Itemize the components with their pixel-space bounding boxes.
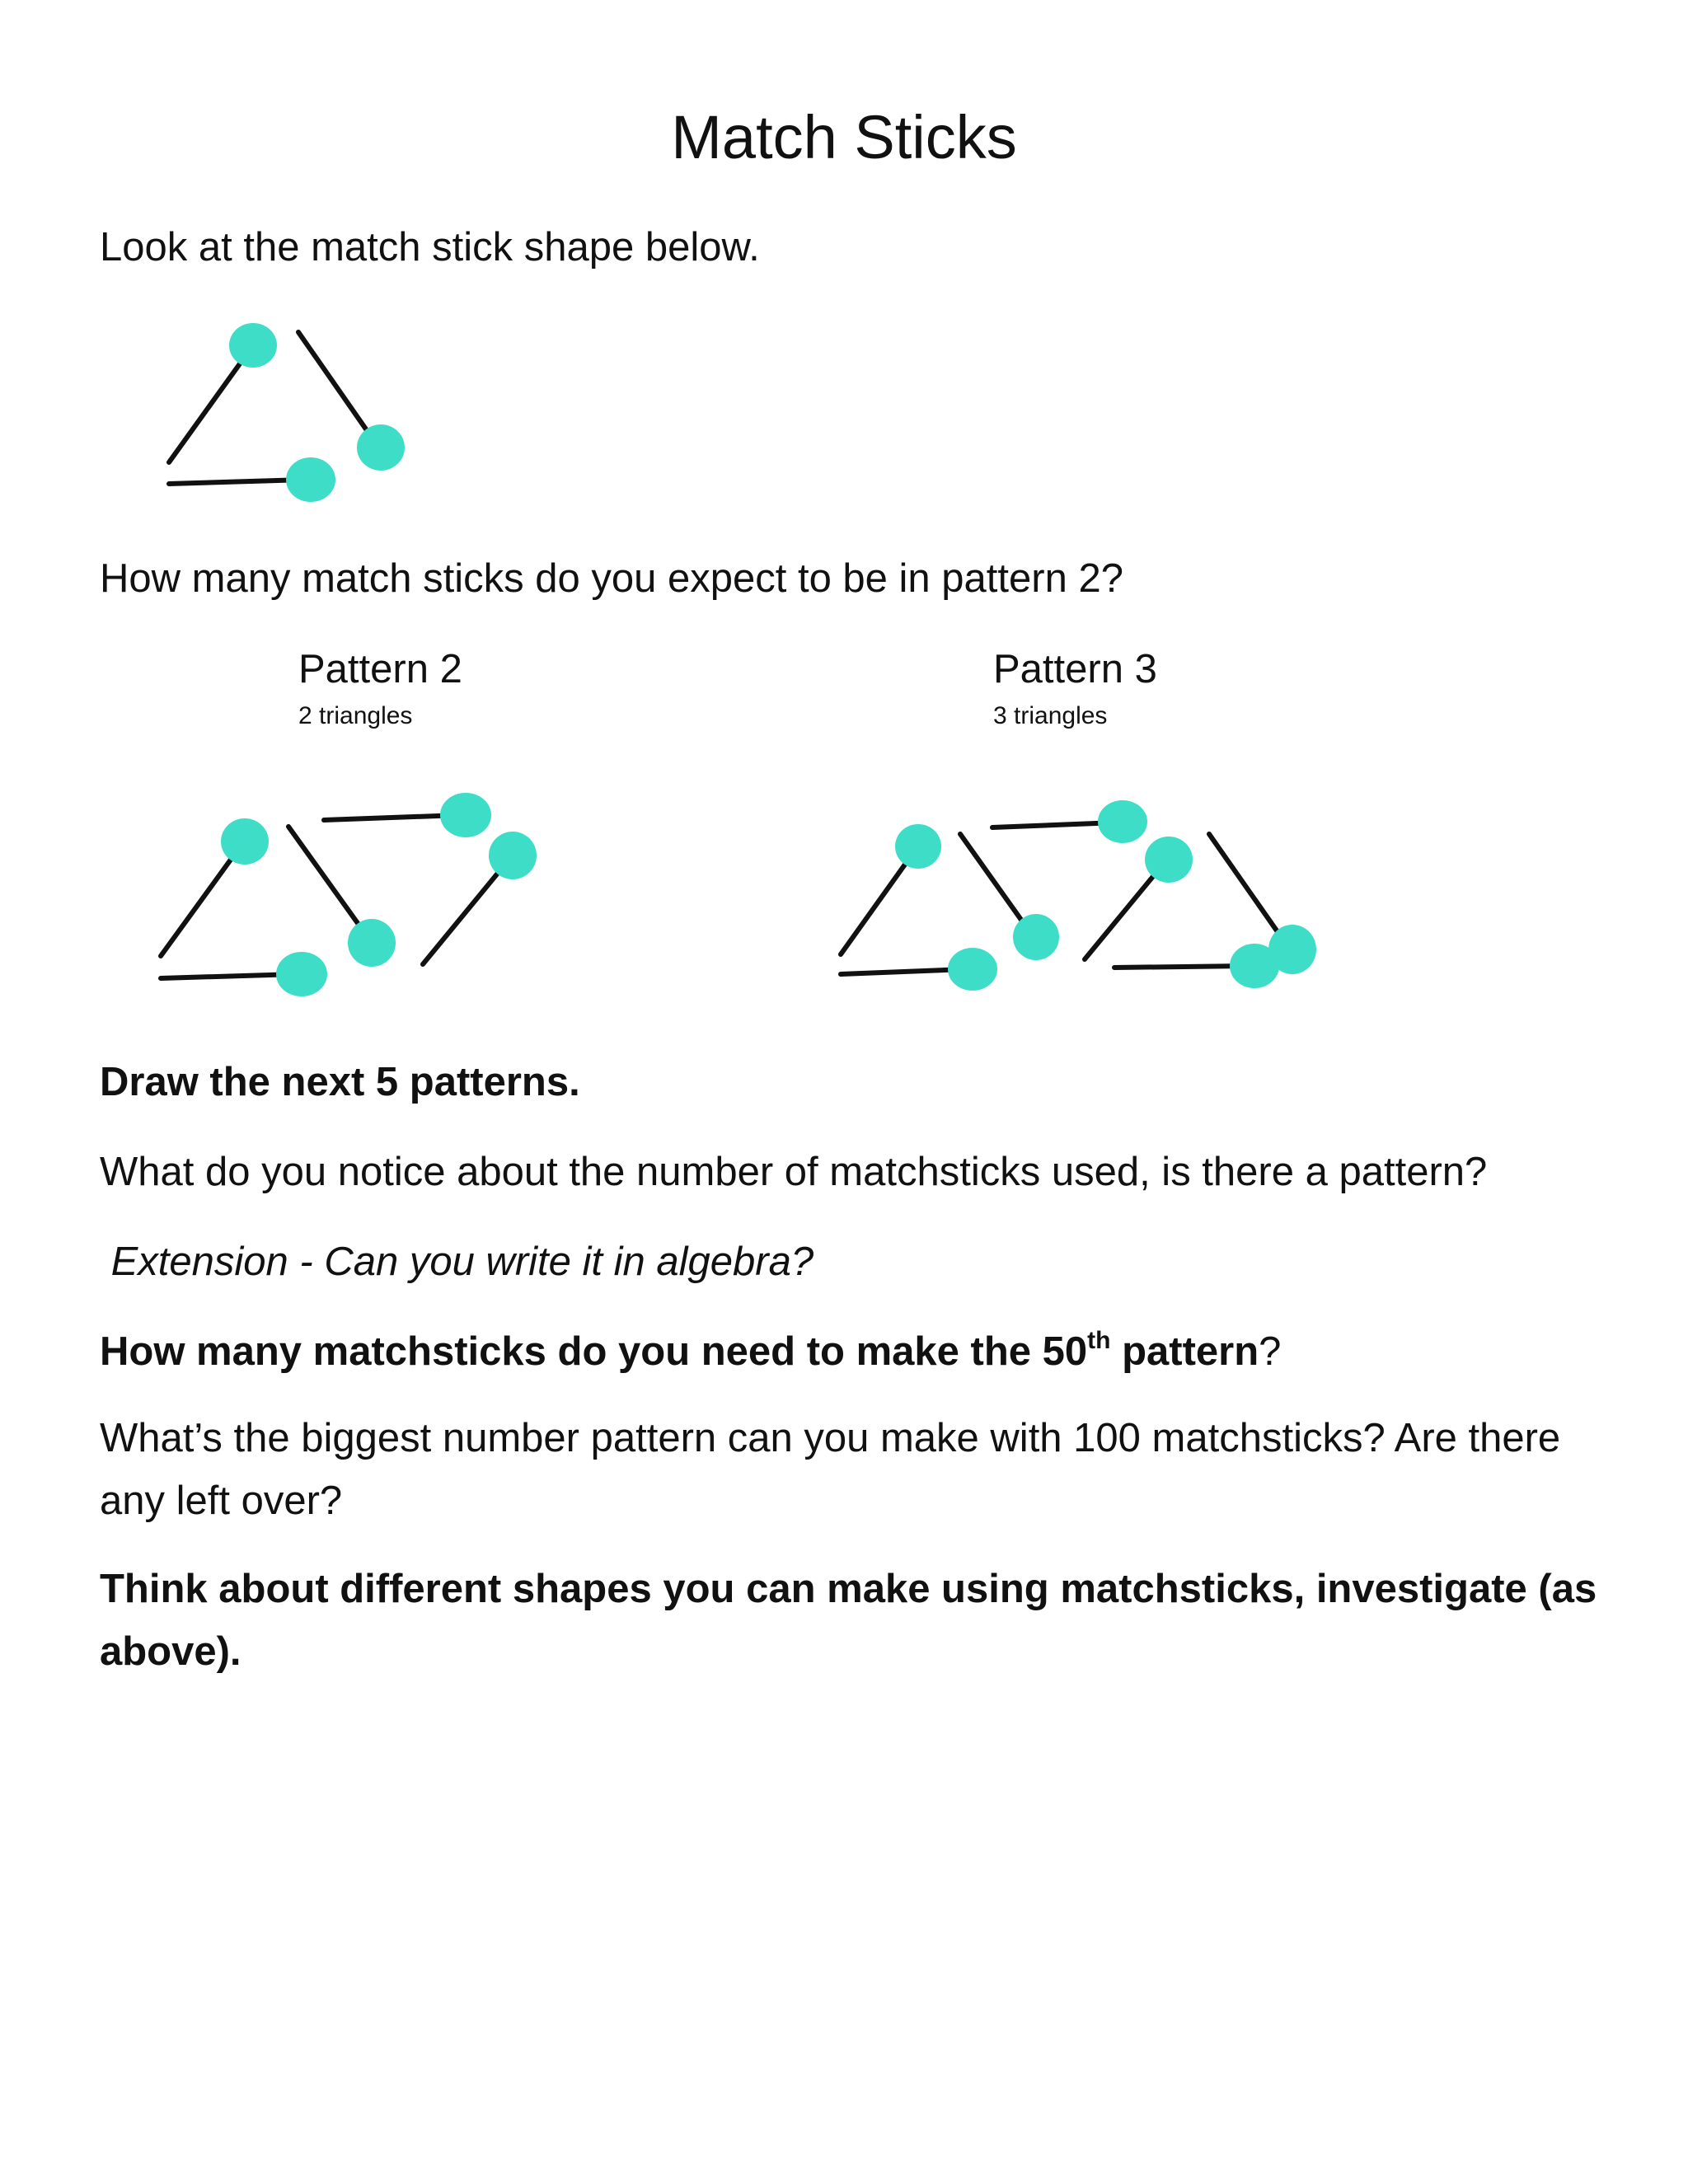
investigate-instruction: Think about different shapes you can make using matchsticks, investigate (as above). [100,1567,1597,1674]
matchstick [1209,834,1286,944]
match-head [1145,837,1193,883]
match-head [948,948,997,991]
match-head [1268,925,1316,974]
biggest-pattern-question: What’s the biggest number pattern can you make with 100 matchsticks? Are there any left over? [100,1416,1561,1523]
fiftieth-question-pattern-word: pattern [1110,1329,1259,1374]
pattern-2-subtitle: 2 triangles [298,702,413,729]
matchstick [1114,966,1247,968]
question-pattern-2: How many match sticks do you expect to be in pattern 2? [100,556,1123,601]
extension-question: Extension - Can you write it in algebra? [100,1240,814,1284]
intro-text: Look at the match stick shape below. [100,225,760,269]
pattern-3-matches [841,800,1316,991]
ordinal-suffix: th [1087,1327,1111,1354]
matchstick [1085,865,1162,959]
fiftieth-pattern-question [100,1320,1281,1383]
match-head [1098,800,1147,843]
pattern-3-label: Pattern 3 [993,647,1157,691]
question-mark: ? [1259,1329,1282,1374]
matchstick [960,834,1031,934]
fiftieth-question-text: How many matchsticks do you need to make the 50 [100,1329,1088,1374]
matchstick [841,851,915,954]
match-head [1013,914,1059,960]
match-head [895,824,941,869]
pattern-2-label: Pattern 2 [298,647,462,691]
page-title: Match Sticks [671,103,1017,171]
draw-next-instruction: Draw the next 5 patterns. [100,1060,580,1104]
pattern-3-subtitle: 3 triangles [993,702,1108,729]
notice-question: What do you notice about the number of matchsticks used, is there a pattern? [100,1150,1488,1194]
